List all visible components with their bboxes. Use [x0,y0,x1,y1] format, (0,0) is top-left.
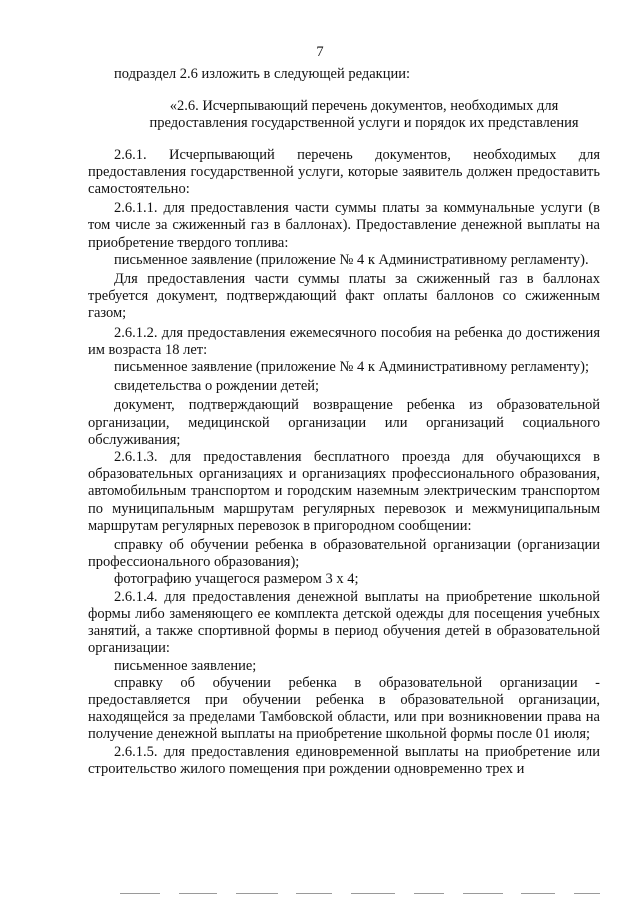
paragraph-study-certificate-1: справку об обучении ребенка в образовательной организации (организации профессионального образования); [88,537,600,571]
page-number: 7 [316,44,324,60]
paragraph-application-1: письменное заявление (приложение № 4 к Административному регламенту). [114,251,589,268]
paragraph-study-certificate-2: справку об обучении ребенка в образовательной организации - предоставляется при обучении ребенка в образовательной организации, находящейся за пределами Тамбовской области, или при возникновении права на получение денежной выплаты на приобретение школьной формы после 01 июля; [88,674,600,743]
paragraph-return-document: документ, подтверждающий возвращение ребенка из образовательной организации, медицинской организации или организаций социального обслуживания; [88,397,600,448]
paragraph-birth-certificates: свидетельства о рождении детей; [114,378,320,395]
paragraph-2-6-1-1: 2.6.1.1. для предоставления части суммы платы за коммунальные услуги (в том числе за сжиженный газ в баллонах). Предоставление денежной выплаты на приобретение твердого топлива: [88,200,600,251]
paragraph-2-6-1: 2.6.1. Исчерпывающий перечень документов, необходимых для предоставления государственной услуги, которые заявитель должен предоставить самостоятельно: [88,146,600,198]
paragraph-gas-cylinders: Для предоставления части суммы платы за сжиженный газ в баллонах требуется документ, подтверждающий факт оплаты баллонов со сжиженным газом; [88,271,600,322]
scan-footer-marks [120,893,600,896]
paragraph-photo: фотографию учащегося размером 3 х 4; [114,571,359,588]
paragraph-application-2: письменное заявление (приложение № 4 к Административному регламенту); [114,359,589,376]
document-body [88,66,600,778]
paragraph-2-6-1-4: 2.6.1.4. для предоставления денежной выплаты на приобретение школьной формы либо заменяющего ее комплекта детской одежды для посещения учебных занятий, а также спортивной формы в период обучения детей в образовательной организации: [88,588,600,657]
paragraph-2-6-1-2: 2.6.1.2. для предоставления ежемесячного пособия на ребенка до достижения им возраста 18 лет: [88,324,600,358]
section-title: «2.6. Исчерпывающий перечень документов, необходимых для предоставления государственной услуги и порядок их представления [149,98,579,132]
paragraph-application-3: письменное заявление; [114,657,257,674]
paragraph-2-6-1-5: 2.6.1.5. для предоставления единовременной выплаты на приобретение или строительство жилого помещения при рождении одновременно трех и [88,743,600,777]
intro-line: подраздел 2.6 изложить в следующей редакции: [114,66,411,82]
paragraph-2-6-1-3: 2.6.1.3. для предоставления бесплатного проезда для обучающихся в образовательных организациях и организациях профессионального образования, автомобильным транспортом и городским наземным электрическим транспортом по муниципальным маршрутам регулярных перевозок и межмуниципальным маршрутам регулярных перевозок в пригородном сообщении: [88,449,600,534]
